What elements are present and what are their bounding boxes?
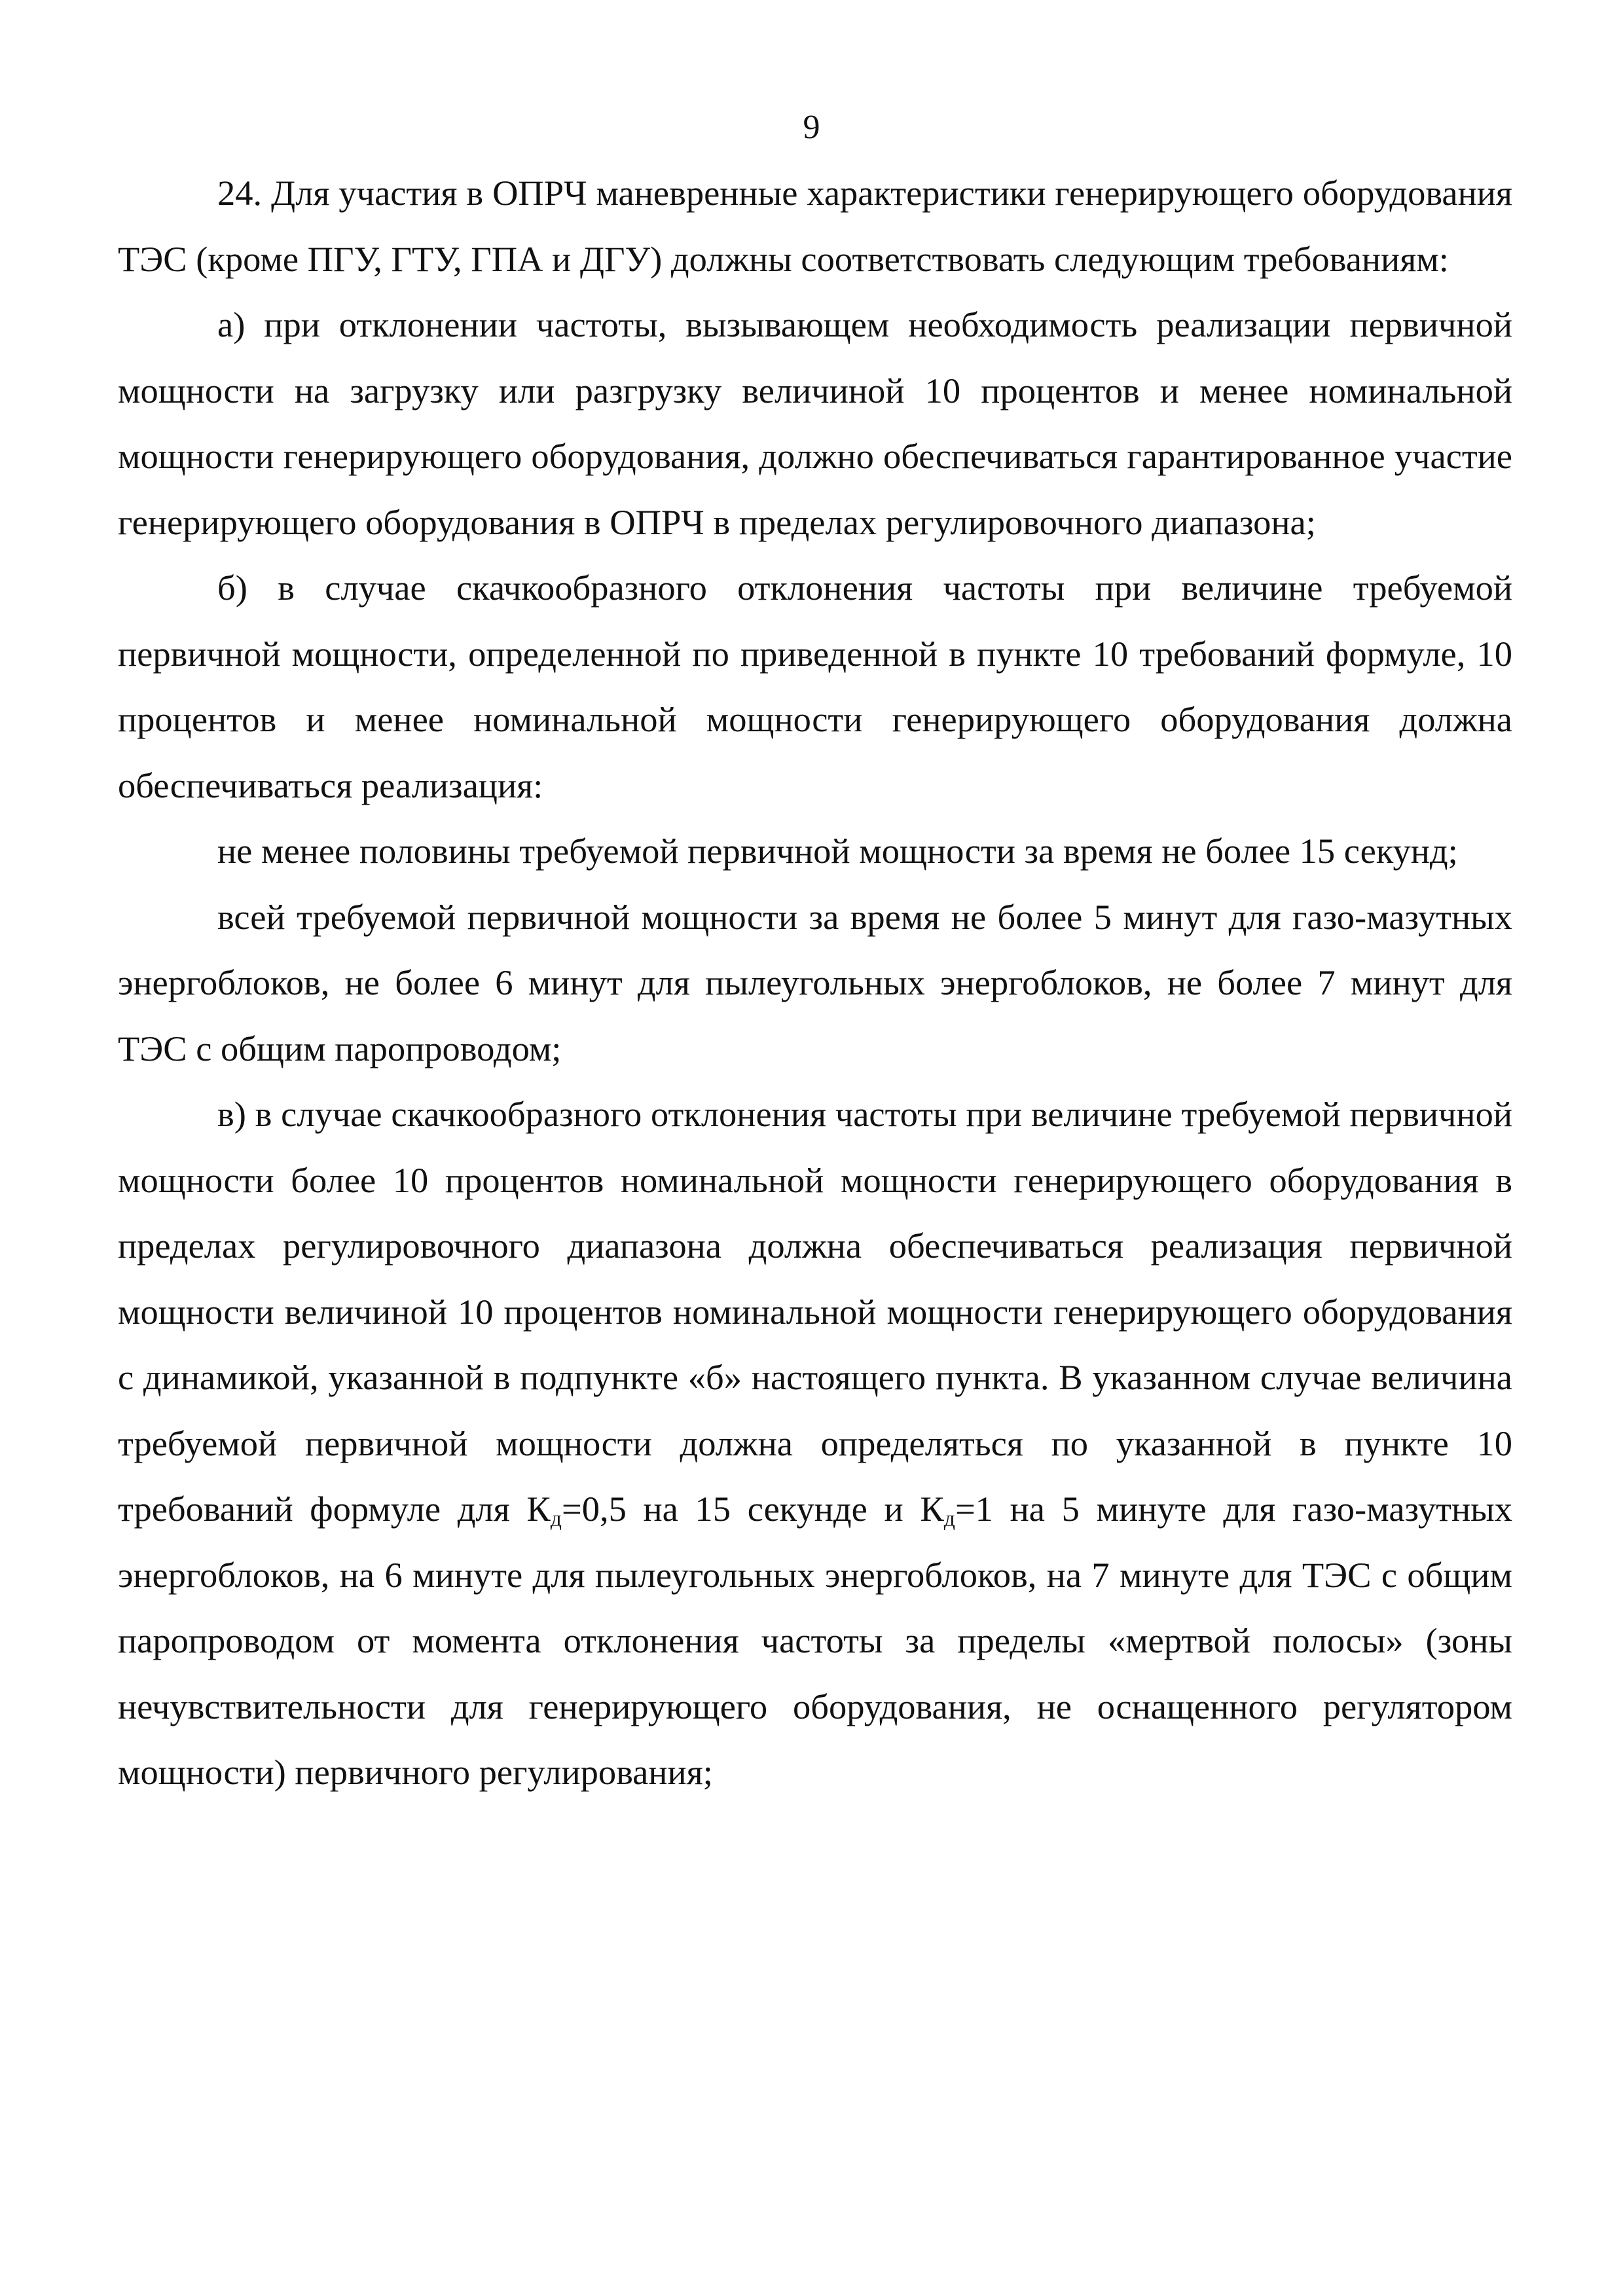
subscript-d-1: д (550, 1506, 562, 1531)
paragraph-v-part-1: в) в случае скачкообразного отклонения частоты при величине требуемой первичной мощности более 10 процентов номинальной мощности генерирующего оборудования в пределах регулировочного диапазона должна обеспечиваться реализация первичной мощности величиной 10 процентов номинальной мощности генерирующего оборудования с динамикой, указанной в подпункте «б» настоящего пункта. В указанном случае величина требуемой первичной мощности должна определяться по указанной в пункте 10 требований формуле для К (118, 1094, 1512, 1529)
paragraph-v-part-2: =0,5 на 15 секунде и К (561, 1489, 944, 1529)
paragraph-v-part-3: =1 на 5 минуте для газо-мазутных энергоблоков, на 6 минуте для пылеугольных энергоблоков, на 7 минуте для ТЭС с общим паропроводом от момента отклонения частоты за пределы «мертвой полосы» (зоны нечувствительности для генерирующего оборудования, не оснащенного регулятором мощности) первичного регулирования; (118, 1489, 1512, 1792)
subscript-d-2: д (943, 1506, 955, 1531)
page-number: 9 (803, 109, 820, 146)
paragraph-v (118, 1082, 1512, 1806)
paragraph-a: а) при отклонении частоты, вызывающем необходимость реализации первичной мощности на загрузку или разгрузку величиной 10 процентов и менее номинальной мощности генерирующего оборудования, должно обеспечиваться гарантированное участие генерирующего оборудования в ОПРЧ в пределах регулировочного диапазона; (118, 304, 1512, 542)
paragraph-b-item-1: не менее половины требуемой первичной мощности за время не более 15 секунд; (217, 831, 1458, 871)
paragraph-24: 24. Для участия в ОПРЧ маневренные характеристики генерирующего оборудования ТЭС (кроме ПГУ, ГТУ, ГПА и ДГУ) должны соответствовать следующим требованиям: (118, 173, 1512, 279)
paragraph-b: б) в случае скачкообразного отклонения частоты при величине требуемой первичной мощности, определенной по приведенной в пункте 10 требований формуле, 10 процентов и менее номинальной мощности генерирующего оборудования должна обеспечиваться реализация: (118, 568, 1512, 805)
paragraph-b-item-2: всей требуемой первичной мощности за время не более 5 минут для газо-мазутных энергоблоков, не более 6 минут для пылеугольных энергоблоков, не более 7 минут для ТЭС с общим паропроводом; (118, 896, 1512, 1068)
body-text (118, 160, 1512, 1806)
